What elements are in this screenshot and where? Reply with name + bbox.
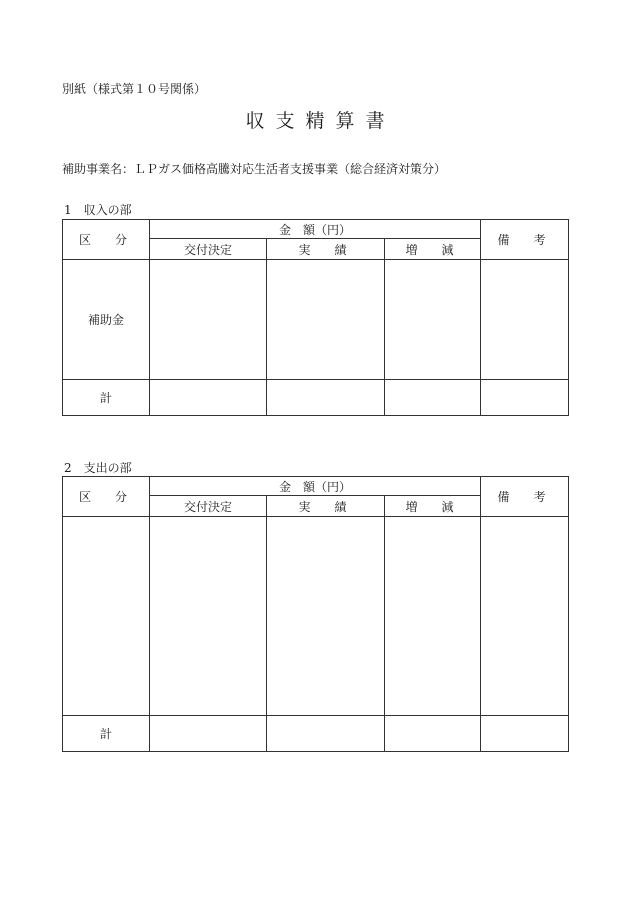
total-actual-cell[interactable] [267,380,385,416]
total-change-cell[interactable] [385,380,481,416]
grant-decision-cell[interactable] [150,260,267,380]
total-row [63,716,569,752]
change-header: 増 減 [385,496,481,517]
actual-cell[interactable] [267,260,385,380]
income-section-heading: 1 収入の部 [64,203,132,217]
total-grant-decision-cell[interactable] [150,716,267,752]
actual-cell[interactable] [267,517,385,716]
remarks-header: 備 考 [481,220,569,260]
actual-header: 実 績 [267,496,385,517]
row-category-cell[interactable]: 補助金 [63,260,150,380]
change-header: 増 減 [385,239,481,260]
total-grant-decision-cell[interactable] [150,380,267,416]
grant-decision-cell[interactable] [150,517,267,716]
total-remarks-cell[interactable] [481,716,569,752]
project-name: 補助事業名：ＬＰガス価格高騰対応生活者支援事業（総合経済対策分） [62,162,447,176]
change-cell[interactable] [385,260,481,380]
total-label: 計 [63,716,150,752]
income-table [62,219,569,416]
table-row [63,517,569,716]
total-row [63,380,569,416]
remarks-cell[interactable] [481,517,569,716]
document-title: 収支精算書 [245,110,396,132]
amount-group-header: 金 額（円） [150,220,481,239]
remarks-header: 備 考 [481,477,569,517]
total-remarks-cell[interactable] [481,380,569,416]
grant-decision-header: 交付決定 [150,239,267,260]
grant-decision-header: 交付決定 [150,496,267,517]
table-row [63,260,569,380]
amount-group-header: 金 額（円） [150,477,481,496]
actual-header: 実 績 [267,239,385,260]
row-category-cell[interactable] [63,517,150,716]
total-actual-cell[interactable] [267,716,385,752]
category-header: 区 分 [63,220,150,260]
expense-section-heading: 2 支出の部 [64,461,132,475]
category-header: 区 分 [63,477,150,517]
total-label: 計 [63,380,150,416]
expense-table [62,476,569,752]
remarks-cell[interactable] [481,260,569,380]
total-change-cell[interactable] [385,716,481,752]
form-reference: 別紙（様式第１０号関係） [62,82,207,96]
change-cell[interactable] [385,517,481,716]
